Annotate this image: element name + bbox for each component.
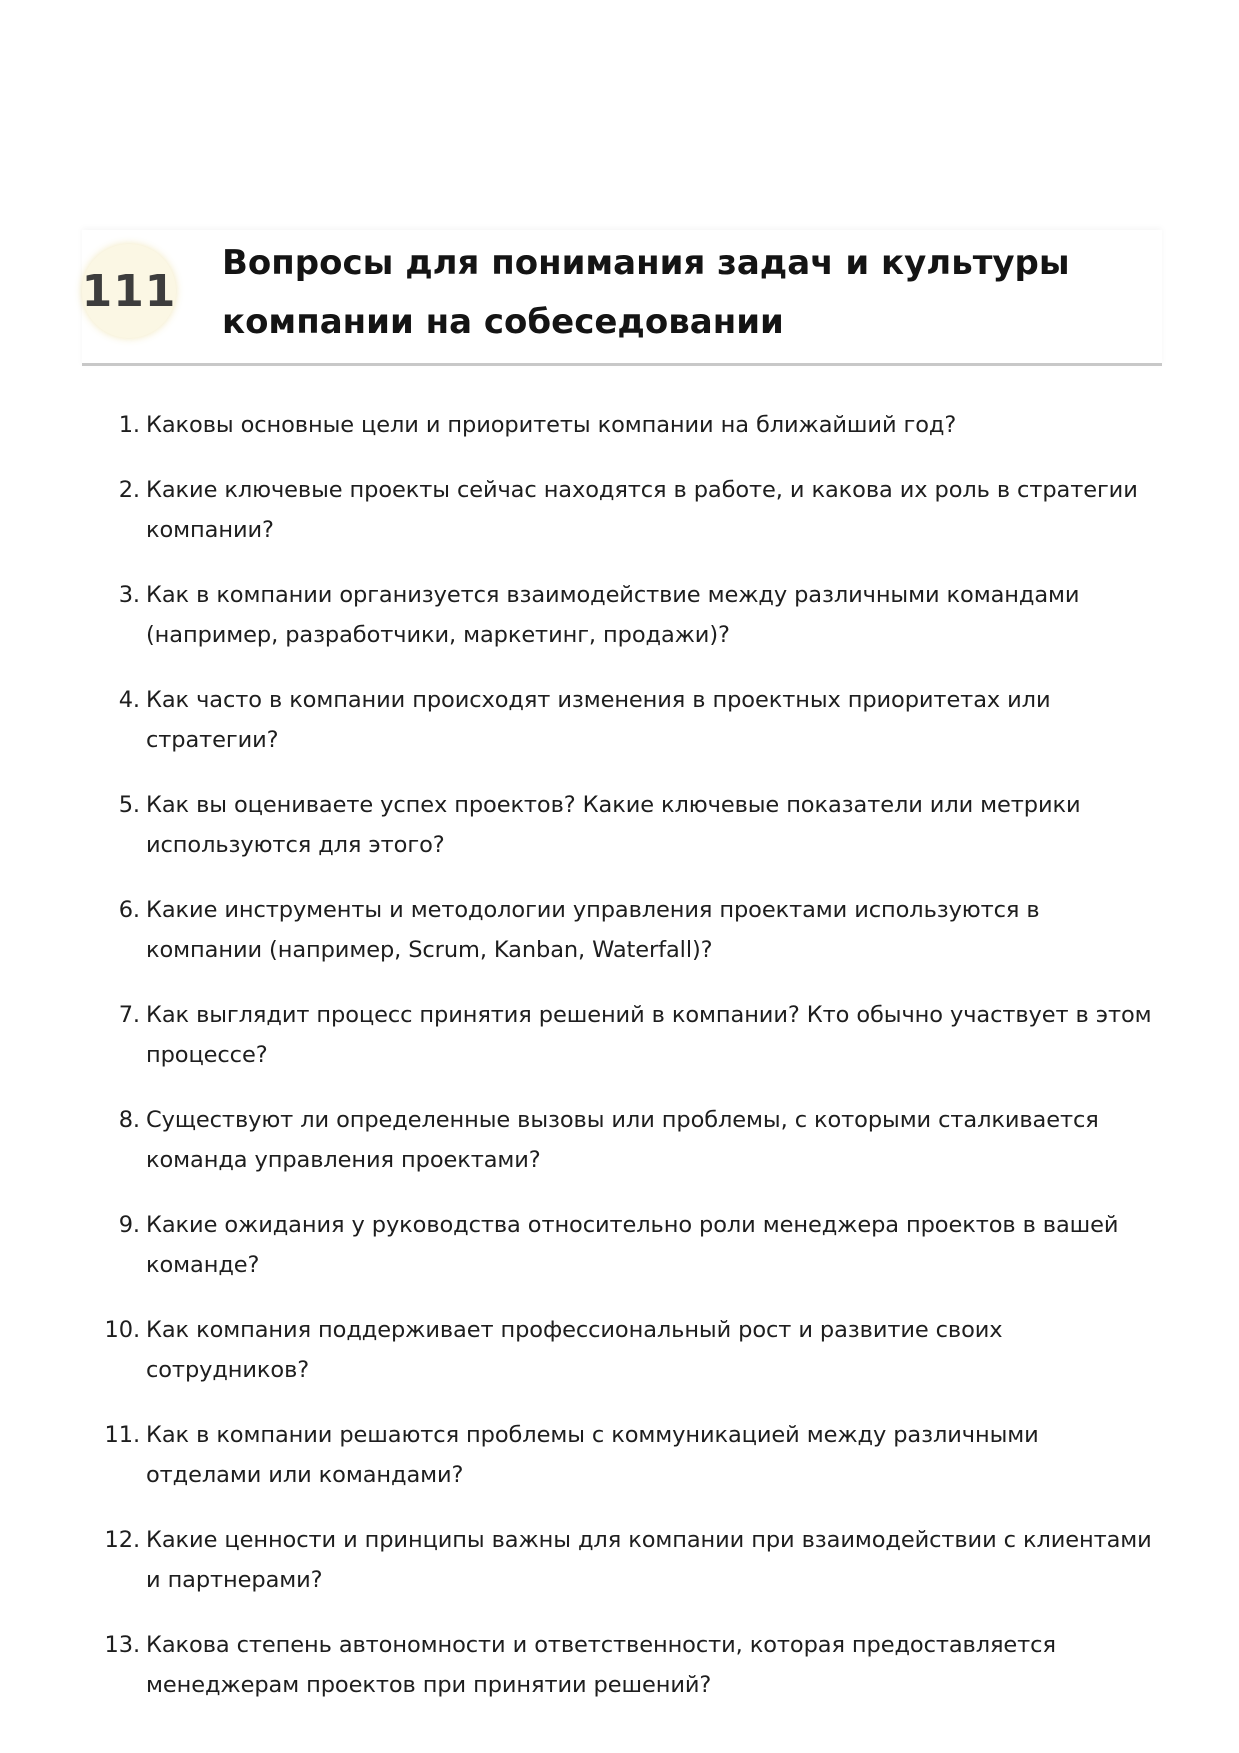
list-item	[0, 1205, 1156, 1285]
list-item-number: 8.	[118, 1107, 140, 1133]
list-item-number: 12.	[104, 1527, 140, 1553]
list-item	[0, 1310, 1156, 1390]
list-item-number: 4.	[118, 687, 140, 713]
list-item	[0, 1415, 1156, 1495]
list-item-text: Как компания поддерживает профессиональный рост и развитие своих сотрудников?	[146, 1317, 1003, 1383]
list-item	[0, 680, 1156, 760]
list-item-text: Как в компании организуется взаимодействие между различными командами (например, разработчики, маркетинг, продажи)?	[146, 582, 1080, 648]
list-item	[0, 785, 1156, 865]
list-item-number: 2.	[118, 477, 140, 503]
list-item-number: 9.	[118, 1212, 140, 1238]
list-item-number: 6.	[118, 897, 140, 923]
list-item-text: Какие ключевые проекты сейчас находятся в работе, и какова их роль в стратегии компании?	[146, 477, 1138, 543]
list-item-text: Как вы оцениваете успех проектов? Какие ключевые показатели или метрики используются для этого?	[146, 792, 1081, 858]
list-item	[0, 575, 1156, 655]
list-item-number: 3.	[118, 582, 140, 608]
list-item-number: 13.	[104, 1632, 140, 1658]
list-item-text: Какие ожидания у руководства относительно роли менеджера проектов в вашей команде?	[146, 1212, 1119, 1278]
page-title	[222, 234, 1142, 352]
list-item-text: Как выглядит процесс принятия решений в компании? Кто обычно участвует в этом процессе?	[146, 1002, 1152, 1068]
list-item-text: Существуют ли определенные вызовы или проблемы, с которыми сталкивается команда управления проектами?	[146, 1107, 1099, 1173]
page-title-line-1: Вопросы для понимания задач и культуры	[222, 243, 1070, 283]
section-number-badge: 111	[82, 244, 176, 338]
list-item-number: 7.	[118, 1002, 140, 1028]
list-item	[0, 1100, 1156, 1180]
list-item-number: 1.	[118, 412, 140, 438]
list-item-number: 10.	[104, 1317, 140, 1343]
list-item	[0, 995, 1156, 1075]
list-item	[0, 470, 1156, 550]
list-item-text: Каковы основные цели и приоритеты компании на ближайший год?	[146, 412, 957, 438]
page-title-line-2: компании на собеседовании	[222, 302, 784, 342]
questions-list	[0, 405, 1239, 1730]
list-item	[0, 1520, 1156, 1600]
list-item	[0, 890, 1156, 970]
list-item-text: Какие ценности и принципы важны для компании при взаимодействии с клиентами и партнерами?	[146, 1527, 1152, 1593]
list-item	[0, 1625, 1156, 1705]
list-item-text: Как в компании решаются проблемы с коммуникацией между различными отделами или командами?	[146, 1422, 1039, 1488]
list-item-text: Как часто в компании происходят изменения в проектных приоритетах или стратегии?	[146, 687, 1051, 753]
list-item-number: 11.	[104, 1422, 140, 1448]
list-item-text: Какие инструменты и методологии управления проектами используются в компании (например, Scrum, Kanban, Waterfall)?	[146, 897, 1040, 963]
list-item-text: Какова степень автономности и ответственности, которая предоставляется менеджерам проектов при принятии решений?	[146, 1632, 1056, 1698]
list-item-number: 5.	[118, 792, 140, 818]
section-header	[82, 230, 1162, 366]
list-item	[0, 405, 1156, 445]
